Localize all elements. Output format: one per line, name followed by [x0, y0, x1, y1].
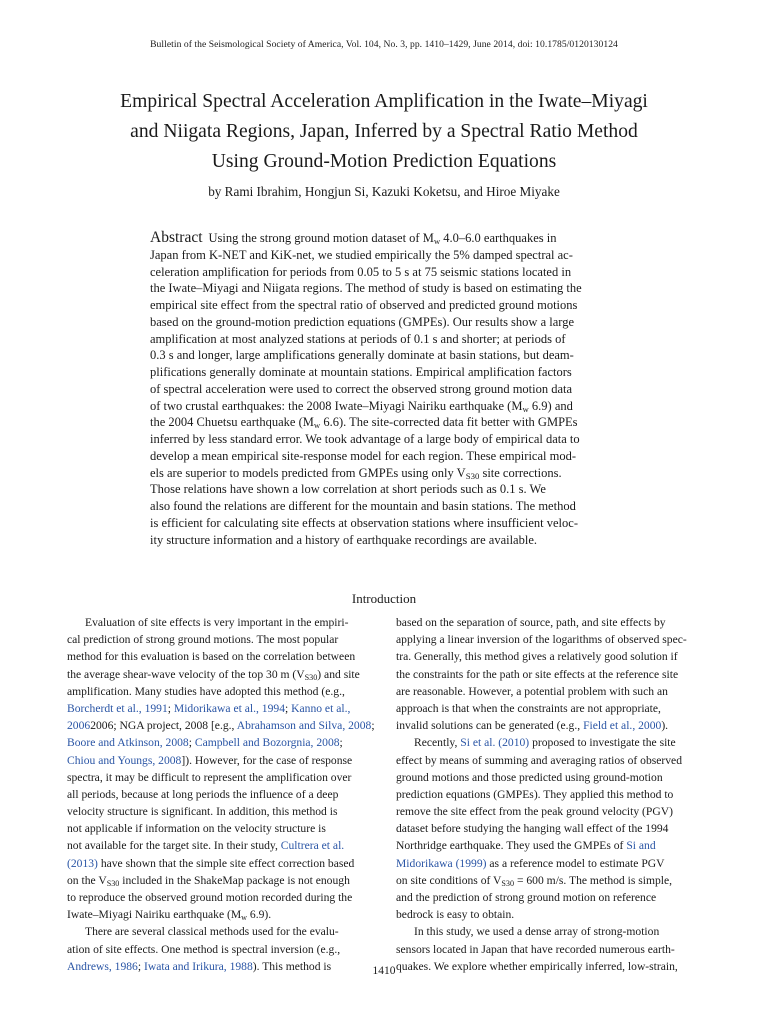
citation-link[interactable]: Chiou and Youngs, 2008	[67, 753, 182, 767]
subscript: w	[313, 420, 321, 431]
citation-link[interactable]: Borcherdt et al., 1991	[67, 701, 168, 715]
abstract-line: 6.6). The site-corrected data fit better with GMPEs	[320, 415, 578, 430]
body-line: have shown that the simple site effect correction based	[97, 856, 355, 870]
abstract-line: inferred by less standard error. We took advantage of a large body of empirical data to	[150, 432, 580, 446]
right-column	[396, 614, 708, 975]
abstract	[150, 230, 616, 548]
body-line: ;	[339, 736, 343, 750]
body-line: method for this evaluation is based on the correlation between	[67, 650, 356, 664]
body-line: quakes. We explore whether empirically inferred, low-strain,	[396, 959, 678, 973]
body-line: tra. Generally, this method gives a relatively good solution if	[396, 650, 678, 664]
body-line: as a reference model to estimate PGV	[486, 856, 665, 870]
body-line: based on the separation of source, path, and site effects by	[396, 616, 666, 629]
page-number: 1410	[372, 965, 396, 977]
citation-link[interactable]: Field et al., 2000	[583, 719, 662, 733]
body-line: ation of site effects. One method is spectral inversion (e.g.,	[67, 942, 341, 956]
abstract-line: the Iwate–Miyagi and Niigata regions. The method of study is based on estimating the	[150, 281, 582, 296]
citation-link[interactable]: Iwata and Irikura, 1988	[143, 959, 253, 973]
citation-link[interactable]: Si and	[626, 839, 656, 853]
abstract-line: Those relations have shown a low correlation at short periods such as 0.1 s. We	[150, 482, 546, 497]
abstract-line: also found the relations are different for the mountain and basin stations. The method	[150, 499, 576, 513]
abstract-line: site corrections.	[479, 465, 562, 480]
abstract-line: 6.9) and	[528, 398, 573, 413]
title-line: Empirical Spectral Acceleration Amplification in the Iwate–Miyagi	[120, 91, 648, 112]
body-line: applying a linear inversion of the logarithms of observed spec-	[396, 633, 687, 647]
citation-link[interactable]: Boore and Atkinson, 2008	[67, 736, 189, 750]
body-line: Northridge earthquake. They used the GMPEs of	[396, 839, 627, 853]
body-line: the constraints for the path or site effects at the reference site	[396, 667, 679, 681]
body-line: not available for the target site. In their study,	[67, 839, 281, 853]
citation-link[interactable]: Kanno et al.,	[291, 701, 351, 715]
abstract-line: Japan from K-NET and KiK-net, we studied empirically the 5% damped spectral ac-	[150, 247, 573, 262]
citation-link[interactable]: Andrews, 1986	[67, 959, 138, 973]
body-line: effect by means of summing and averaging ratios of observed	[396, 753, 682, 767]
subscript: S30	[304, 672, 318, 682]
citation-link[interactable]: Cultrera et al.	[280, 839, 345, 853]
abstract-line: plifications generally dominate at mountain stations. Empirical amplification factors	[150, 365, 572, 379]
abstract-line: of two crustal earthquakes: the 2008 Iwate–Miyagi Nairiku earthquake (M	[150, 398, 523, 413]
citation-link[interactable]: 2006	[67, 719, 91, 733]
abstract-line: develop a mean empirical site-response model for each region. These empirical mod-	[150, 448, 576, 463]
abstract-line: empirical site effect from the spectral ratio of observed and predicted ground motions	[150, 298, 578, 312]
body-line: are reasonable. However, a potential problem with such an	[396, 684, 668, 698]
body-line: included in the ShakeMap package is not enough	[119, 873, 350, 887]
citation-link[interactable]: Midorikawa (1999)	[396, 856, 487, 870]
body-line: prediction equations (GMPEs). They applied this method to	[396, 787, 674, 801]
body-line: Recently,	[414, 736, 461, 750]
abstract-line: 0.3 s and longer, large amplifications generally dominate at basin stations, but deam-	[150, 348, 574, 363]
body-line: remove the site effect from the peak ground velocity (PGV)	[396, 805, 673, 819]
citation-link[interactable]: Campbell and Bozorgnia, 2008	[194, 736, 340, 750]
body-line: not applicable if information on the velocity structure is	[67, 822, 326, 836]
body-line: the average shear-wave velocity of the top 30 m (V	[67, 667, 305, 681]
body-line: cal prediction of strong ground motions. The most popular	[67, 633, 339, 647]
body-line: all periods, because at long periods the influence of a deep	[67, 787, 339, 801]
body-line: velocity structure is significant. In addition, this method is	[67, 805, 338, 819]
body-line: amplification. Many studies have adopted this method (e.g.,	[67, 684, 345, 698]
body-line: ;	[188, 736, 195, 750]
subscript: S30	[465, 470, 480, 481]
body-line: ;	[167, 701, 174, 715]
body-line: Evaluation of site effects is very important in the empiri-	[85, 616, 349, 629]
subscript: S30	[106, 878, 120, 888]
body-line: 6.9).	[247, 908, 272, 922]
subscript: w	[522, 403, 529, 414]
body-line: proposed to investigate the site	[529, 736, 676, 750]
body-line: on the V	[67, 873, 107, 887]
body-line: Iwate–Miyagi Nairiku earthquake (M	[67, 908, 242, 922]
citation-link[interactable]: Midorikawa et al., 1994	[173, 701, 285, 715]
title-line: Using Ground-Motion Prediction Equations	[211, 151, 557, 172]
subscript: w	[433, 236, 441, 247]
abstract-line: ity structure information and a history of earthquake recordings are available.	[150, 532, 538, 547]
abstract-heading: Abstract	[150, 229, 203, 246]
abstract-line: the 2004 Chuetsu earthquake (M	[150, 415, 314, 430]
abstract-line: is efficient for calculating site effects at observation stations where insufficient veloc-	[150, 515, 578, 530]
body-line: In this study, we used a dense array of strong-motion	[414, 925, 660, 939]
title-line: and Niigata Regions, Japan, Inferred by a Spectral Ratio Method	[130, 121, 638, 142]
abstract-line: celeration amplification for periods from 0.05 to 5 s at 75 seismic stations located in	[150, 264, 572, 279]
subscript: S30	[501, 878, 515, 888]
abstract-line: 4.0–6.0 earthquakes in	[440, 231, 557, 245]
body-line: ) and site	[317, 667, 360, 681]
author-list: by Rami Ibrahim, Hongjun Si, Kazuki Koketsu, and Hiroe Miyake	[208, 184, 560, 199]
body-line: approach is that when the constraints are not appropriate,	[396, 701, 661, 715]
abstract-line: of spectral acceleration were used to correct the observed strong ground motion data	[150, 381, 573, 396]
citation-link[interactable]: Abrahamson and Silva, 2008	[236, 719, 372, 733]
paper-title	[60, 87, 708, 177]
body-line: spectra, it may be difficult to represent the amplification over	[67, 770, 352, 784]
body-line: ;	[137, 959, 144, 973]
body-line: sensors located in Japan that have recorded numerous earth-	[396, 942, 675, 956]
body-line: bedrock is easy to obtain.	[396, 908, 515, 922]
body-line: ;	[285, 701, 292, 715]
body-line: = 600 m/s. The method is simple,	[514, 873, 673, 887]
body-line: ]). However, for the case of response	[181, 753, 353, 767]
left-column	[67, 614, 379, 975]
body-line: to reproduce the observed ground motion recorded during the	[67, 891, 353, 904]
abstract-line: els are superior to models predicted from GMPEs using only V	[150, 465, 466, 480]
body-line: invalid solutions can be generated (e.g.,	[396, 719, 584, 733]
citation-link[interactable]: Si et al. (2010)	[460, 736, 530, 750]
body-line: 2006; NGA project, 2008 [e.g.,	[90, 719, 237, 733]
body-line: ). This method is	[252, 959, 332, 973]
abstract-line: based on the ground-motion prediction equations (GMPEs). Our results show a large	[150, 314, 574, 329]
body-line: There are several classical methods used for the evalu-	[85, 925, 339, 939]
body-line: ;	[371, 719, 375, 733]
body-line: on site conditions of V	[396, 873, 502, 887]
subscript: w	[241, 913, 248, 923]
body-line: ground motions and those predicted using ground-motion	[396, 770, 663, 784]
body-line: ).	[661, 719, 669, 733]
body-line: and the prediction of strong ground motion on reference	[396, 891, 657, 904]
citation-link[interactable]: (2013)	[67, 856, 98, 870]
section-heading-introduction: Introduction	[351, 591, 417, 606]
abstract-line: amplification at most analyzed stations at periods of 0.1 s and shorter; at periods of	[150, 331, 566, 346]
abstract-line: Using the strong ground motion dataset of M	[208, 231, 434, 245]
body-line: dataset before studying the hanging wall effect of the 1994	[396, 822, 669, 836]
journal-citation-header: Bulletin of the Seismological Society of America, Vol. 104, No. 3, pp. 1410–1429, June 2014, doi: 10.1785/0120130124	[150, 39, 618, 50]
